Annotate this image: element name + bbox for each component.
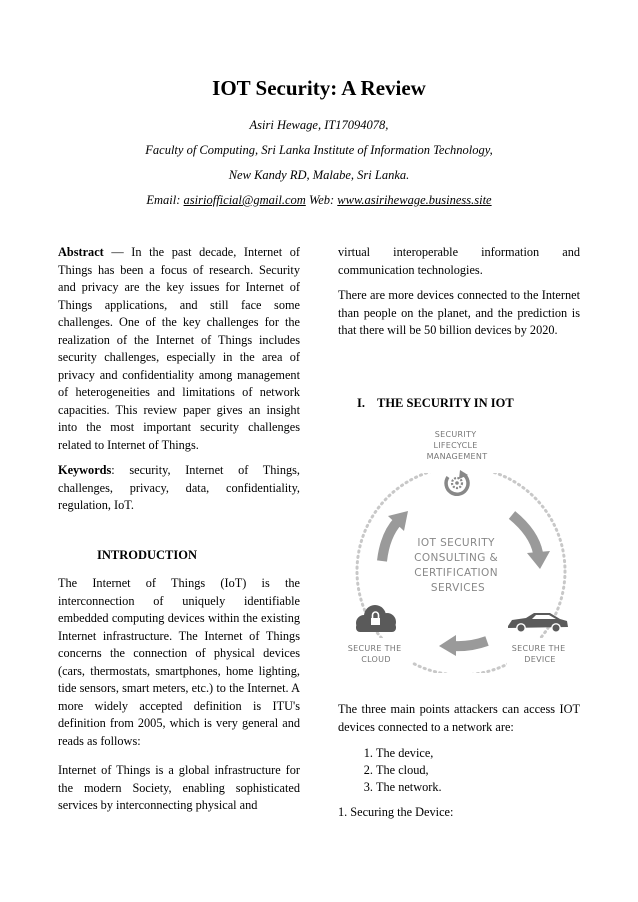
list-item: 3. The network.: [376, 779, 580, 796]
keywords-label: Keywords: [58, 463, 112, 477]
keywords-text: : security, Internet of Things, challenges, privacy, data, confidentiality, regulation, IoT.: [58, 463, 300, 512]
center-label: IOT SECURITY CONSULTING & CERTIFICATION SERVICES: [414, 537, 499, 594]
attack-intro: The three main points attackers can access IOT devices connected to a network are:: [338, 702, 580, 734]
author-line: Asiri Hewage, IT17094078,: [249, 118, 389, 132]
abstract-label: Abstract: [58, 245, 104, 259]
right-column: [338, 244, 580, 348]
paper-title: IOT Security: A Review: [212, 76, 426, 100]
section-heading: [357, 396, 514, 411]
arrow-bottom-icon: [439, 635, 487, 656]
left-label: SECURE THE CLOUD: [347, 644, 402, 664]
list-item: 2. The cloud,: [376, 762, 580, 779]
right-label: SECURE THE DEVICE: [511, 644, 566, 664]
abstract-text: — In the past decade, Internet of Things has been a focus of research. Security and privacy are the key issues for Internet of Things applications, and still face some challenges. One of the key challenges for the realization of the Internet of Things includes security challenges, especially in the area of privacy and confidentiality among management of heterogeneities and limitations of network capacities. This review paper gives an insight into the most important security challenges related to Internet of Things.: [58, 245, 300, 452]
section-title: THE SECURITY IN IOT: [377, 396, 514, 410]
affiliation-line: Faculty of Computing, Sri Lanka Institute of Information Technology,: [145, 143, 493, 157]
gear-icon: [446, 470, 468, 494]
arrow-left-icon: [382, 511, 408, 561]
top-label: SECURITY LIFECYCLE MANAGEMENT: [426, 430, 488, 461]
abstract: [58, 244, 300, 454]
attack-points: [338, 701, 580, 822]
attack-list: [338, 745, 580, 796]
arrow-right-icon: [512, 515, 550, 569]
introduction-heading: INTRODUCTION: [97, 548, 198, 562]
web-link[interactable]: www.asirihewage.business.site: [337, 193, 492, 207]
section-number: I.: [357, 396, 365, 410]
contact-line: [0, 193, 638, 208]
left-column: [58, 244, 300, 523]
list-item: 1. The device,: [376, 745, 580, 762]
address-line: New Kandy RD, Malabe, Sri Lanka.: [228, 168, 410, 182]
introduction-paragraph-1: The Internet of Things (IoT) is the interconnection of uniquely identifiable embedded computing devices within the existing Internet infrastructure. The Internet of Things concerns the connection of physical devices (cars, thermostats, smartphones, home lighting, tide sensors, smart meters, etc.) to the Internet. A more widely accepted definition is ITU's definition from 2005, which is very general and reads as follows:: [58, 576, 300, 748]
introduction-body: [58, 575, 300, 823]
introduction-paragraph-2: Internet of Things is a global infrastructure for the modern Society, enabling sophisticated services by interconnecting physical and: [58, 763, 300, 812]
right-paragraph-2: There are more devices connected to the Internet than people on the planet, and the prediction is that there will be 50 billion devices by 2020.: [338, 288, 580, 337]
iot-security-diagram: [342, 423, 580, 673]
keywords: [58, 462, 300, 515]
web-label: Web:: [308, 193, 335, 207]
right-paragraph-1: virtual interoperable information and communication technologies.: [338, 245, 580, 277]
email-link[interactable]: asiriofficial@gmail.com: [183, 193, 306, 207]
subsection-heading: 1. Securing the Device:: [338, 805, 454, 819]
email-label: Email:: [146, 193, 181, 207]
cloud-lock-icon: [356, 605, 396, 632]
car-icon: [508, 613, 568, 632]
